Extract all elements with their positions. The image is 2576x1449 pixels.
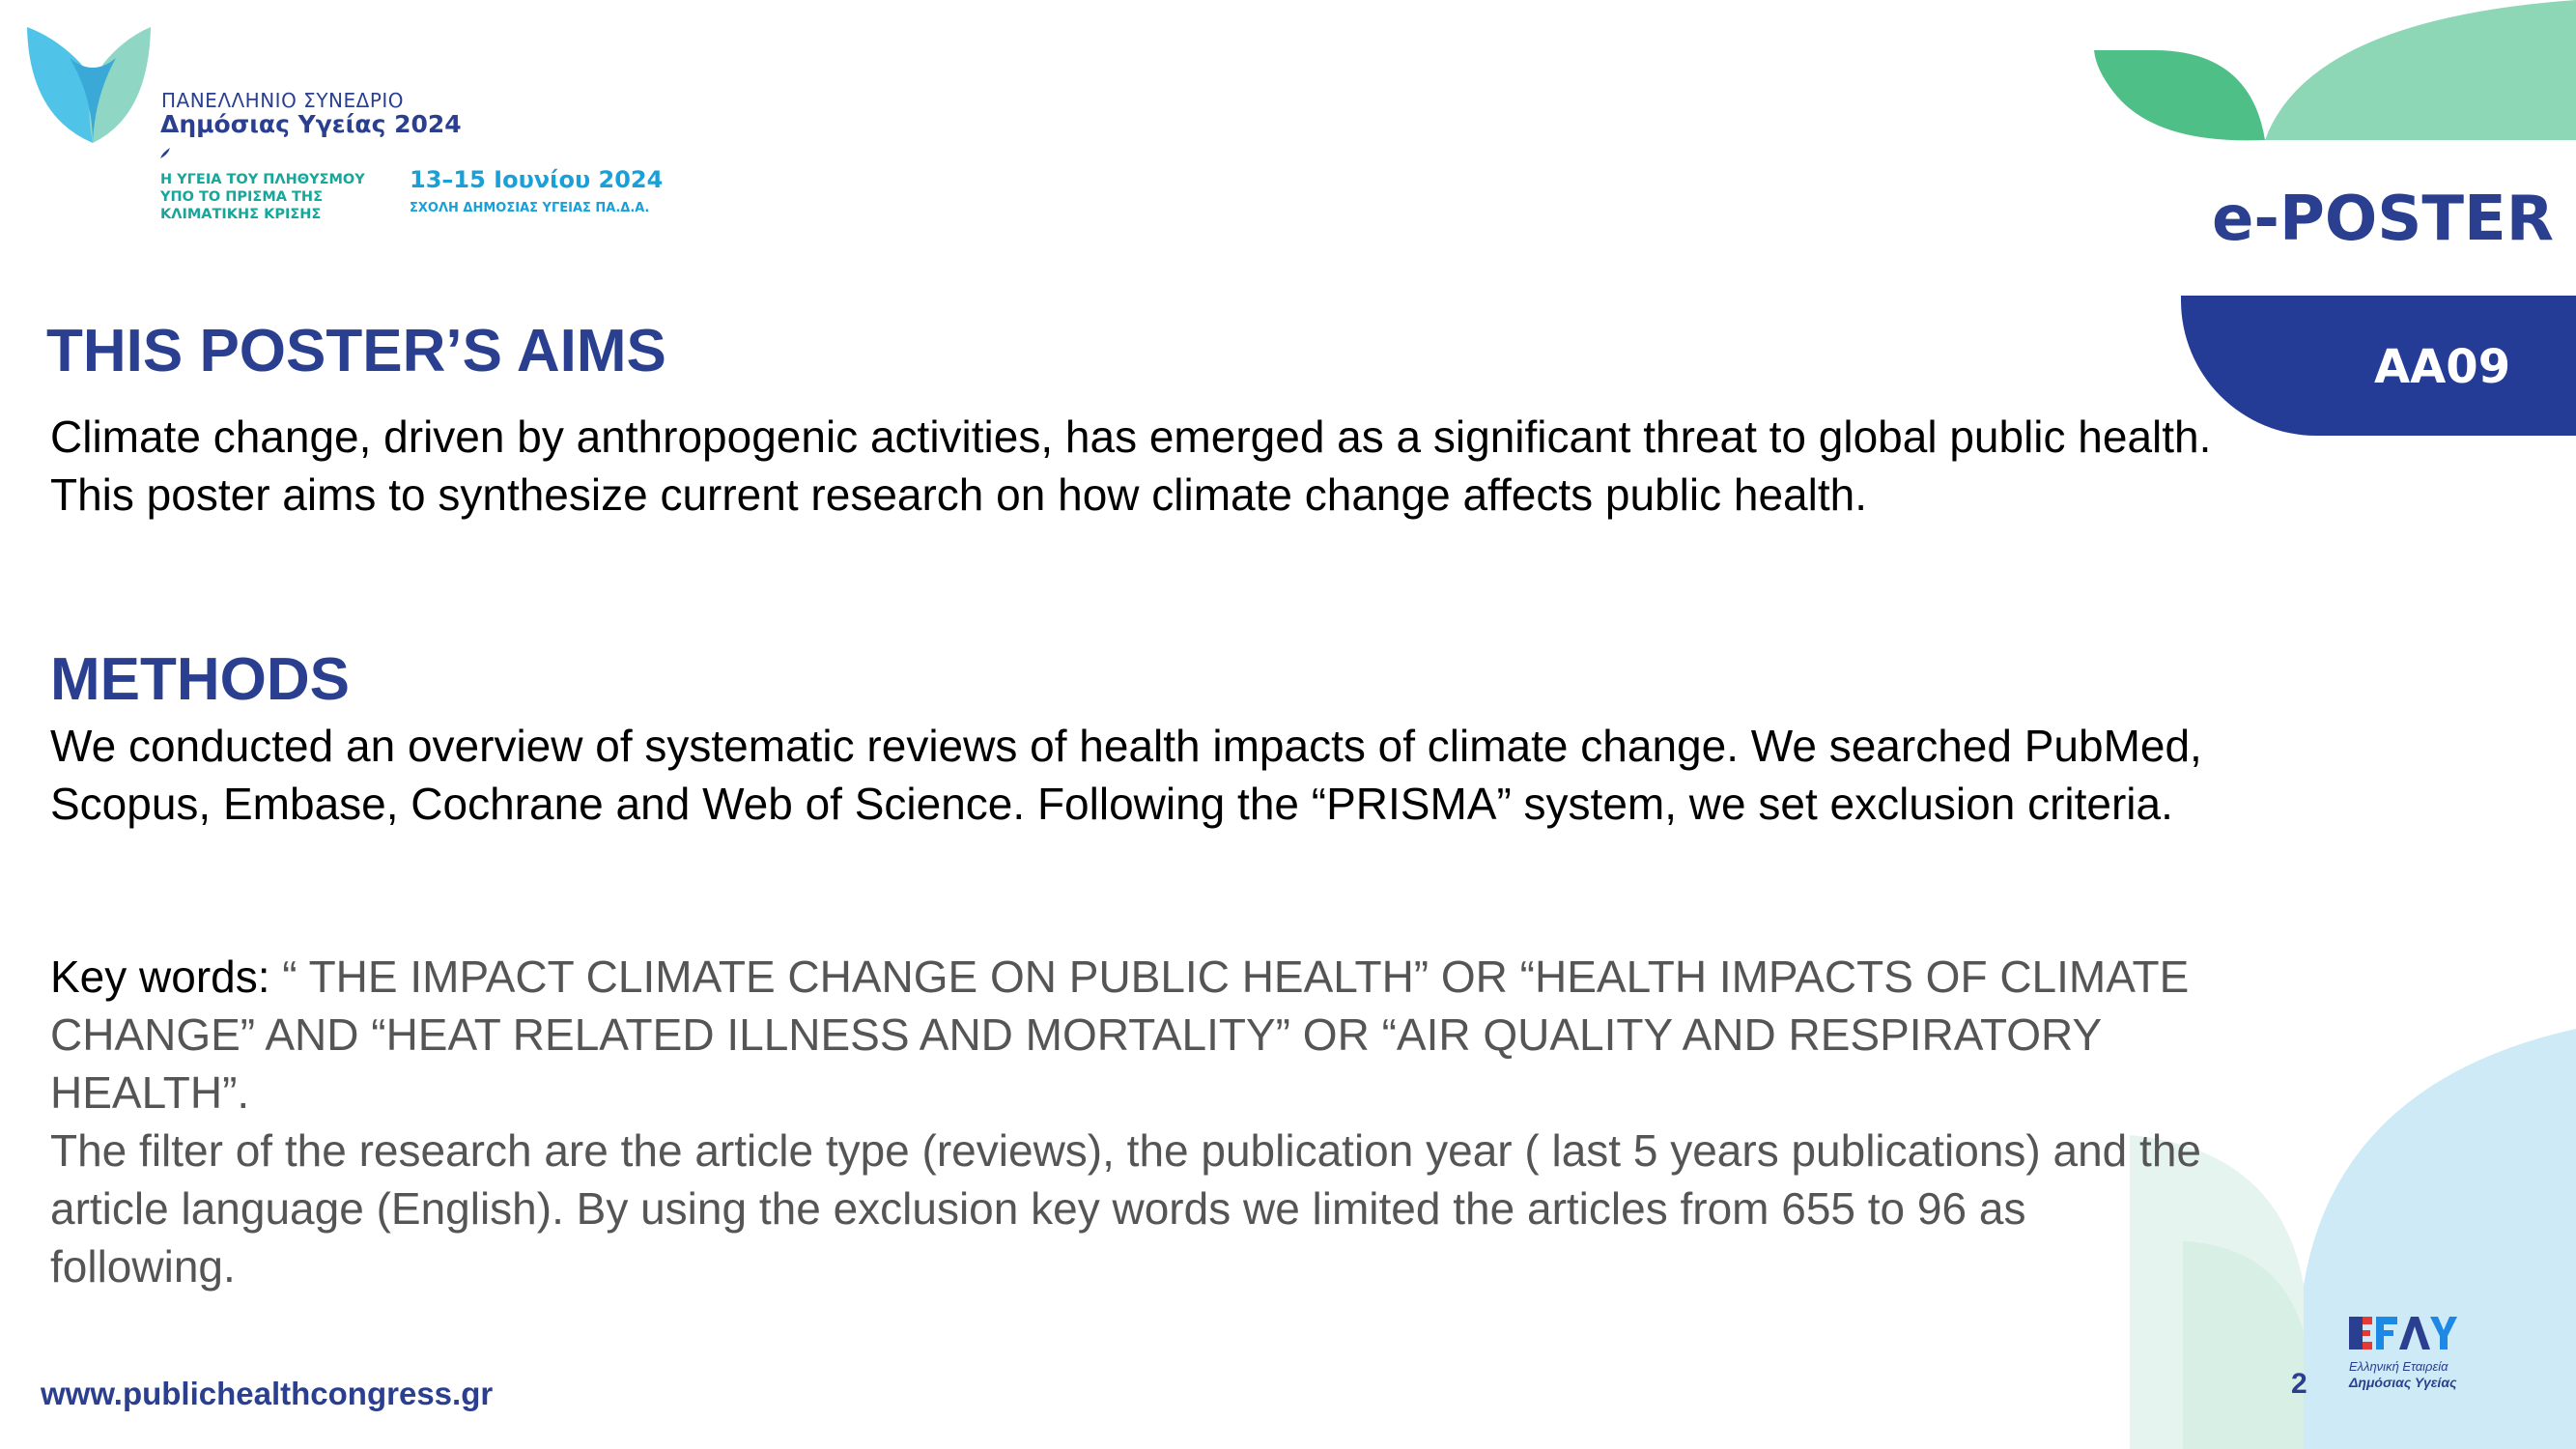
congress-title: Δημόσιας Υγείας 2024 [160, 110, 462, 138]
poster-code: AA09 [2374, 340, 2511, 394]
congress-tagline: Η ΥΓΕΙΑ ΤΟΥ ΠΛΗΘΥΣΜΟΥ ΥΠΟ ΤΟ ΠΡΙΣΜΑ ΤΗΣ ΚΛΙΜΑΤΙΚΗΣ ΚΡΙΣΗΣ [160, 172, 365, 222]
aims-heading: THIS POSTER’S AIMS [46, 318, 666, 384]
congress-dates: 13–15 Ιουνίου 2024 [410, 166, 664, 193]
methods-heading: METHODS [50, 646, 350, 713]
aims-text-line1: Climate change, driven by anthropogenic activities, has emerged as a significant threat to global public health. [50, 412, 2212, 462]
aims-text-line2: This poster aims to synthesize current research on how climate change affects public health. [50, 469, 1867, 520]
congress-venue: ΣΧΟΛΗ ΔΗΜΟΣΙΑΣ ΥΓΕΙΑΣ ΠΑ.Δ.Α. [410, 201, 650, 215]
keywords-label: Key words: [50, 952, 270, 1002]
footer-website-link[interactable]: www.publichealthcongress.gr [41, 1376, 494, 1411]
keywords-text: “ THE IMPACT CLIMATE CHANGE ON PUBLIC HEALTH” OR “HEALTH IMPACTS OF CLIMATE CHANGE” AND “HEAT RELATED ILLNESS AND MORTALITY” OR “AIR QUALITY AND RESPIRATORY HEALTH”. [50, 952, 2190, 1118]
aims-text [50, 408, 2214, 524]
society-name-line1: Ελληνική Εταιρεία [2349, 1359, 2449, 1374]
society-name-line2: Δημόσιας Υγείας [2349, 1375, 2457, 1390]
filter-text: The filter of the research are the article type (reviews), the publication year ( last 5 years publications) and the article language (English). By using the exclusion key words we limited the articles from 655 to 96 as following. [50, 1125, 2201, 1292]
methods-text: We conducted an overview of systematic reviews of health impacts of climate change. We searched PubMed, Scopus, Embase, Cochrane and Web of Science. Following the “PRISMA” system, we set exclusion criteria. [50, 721, 2202, 829]
eposter-label: e-POSTER [2212, 184, 2555, 255]
page-number: 2 [2291, 1368, 2307, 1400]
congress-supertitle: ΠΑΝΕΛΛΗΝΙΟ ΣΥΝΕΔΡΙΟ [161, 89, 405, 112]
methods-keywords-block [50, 948, 2214, 1295]
